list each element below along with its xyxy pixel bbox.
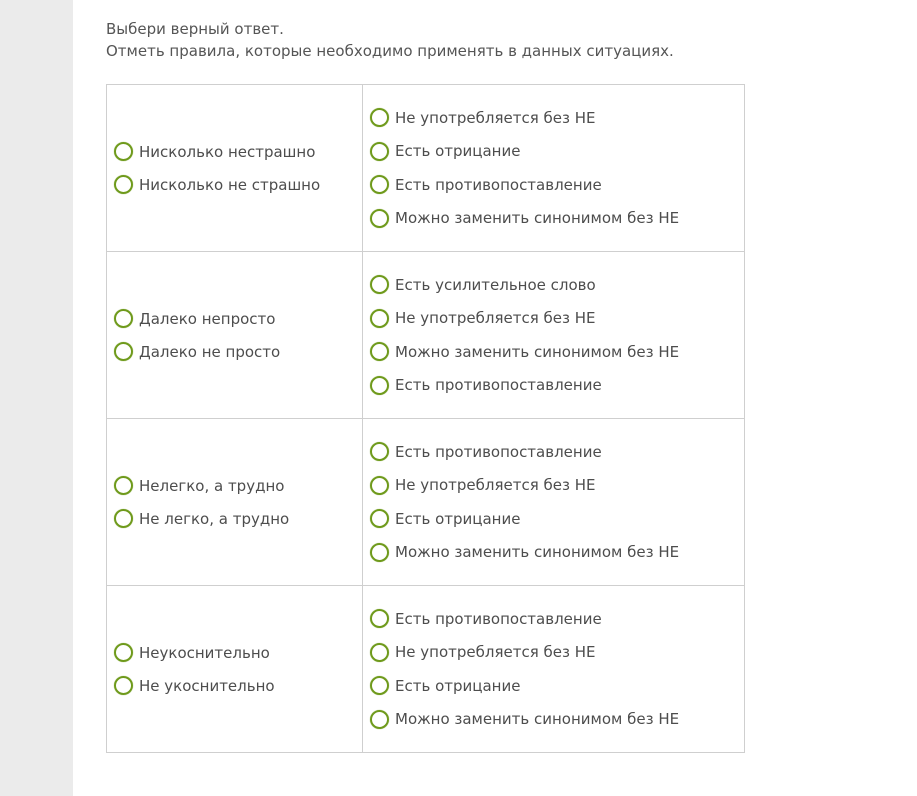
option-label: Есть противопоставление <box>395 609 602 628</box>
option-label: Не употребляется без НЕ <box>395 476 596 495</box>
phrase-option[interactable] <box>113 669 362 702</box>
option-label: Есть отрицание <box>395 676 521 695</box>
rule-option[interactable] <box>369 536 744 570</box>
phrase-option[interactable] <box>113 168 362 201</box>
option-label: Можно заменить синонимом без НЕ <box>395 710 680 729</box>
radio-button[interactable] <box>114 643 133 662</box>
radio-button[interactable] <box>370 643 389 662</box>
rule-option[interactable] <box>369 703 744 737</box>
radio-button[interactable] <box>114 676 133 695</box>
radio-button[interactable] <box>370 710 389 729</box>
phrase-option[interactable] <box>113 502 362 535</box>
rule-option[interactable] <box>369 369 744 403</box>
quiz-table <box>106 84 745 753</box>
rule-cell <box>363 252 745 419</box>
left-gutter <box>0 0 73 796</box>
option-label: Есть противопоставление <box>395 175 602 194</box>
rule-option[interactable] <box>369 168 744 202</box>
rule-option[interactable] <box>369 134 744 168</box>
instruction-line-1: Выбери верный ответ. <box>106 20 284 38</box>
rule-cell <box>363 586 745 753</box>
rule-option[interactable] <box>369 602 744 636</box>
quiz-row <box>107 85 745 252</box>
phrase-cell <box>107 586 363 753</box>
phrase-option[interactable] <box>113 135 362 168</box>
phrase-cell <box>107 85 363 252</box>
radio-button[interactable] <box>370 209 389 228</box>
option-label: Нисколько нестрашно <box>139 142 316 161</box>
rule-option[interactable] <box>369 301 744 335</box>
radio-button[interactable] <box>370 476 389 495</box>
option-label: Далеко непросто <box>139 309 276 328</box>
option-label: Далеко не просто <box>139 342 281 361</box>
radio-button[interactable] <box>370 442 389 461</box>
radio-button[interactable] <box>370 108 389 127</box>
quiz-row <box>107 586 745 753</box>
radio-button[interactable] <box>370 342 389 361</box>
phrase-cell <box>107 252 363 419</box>
rule-cell <box>363 419 745 586</box>
rule-option[interactable] <box>369 268 744 302</box>
option-label: Можно заменить синонимом без НЕ <box>395 209 680 228</box>
phrase-option[interactable] <box>113 302 362 335</box>
rule-option[interactable] <box>369 335 744 369</box>
radio-button[interactable] <box>370 543 389 562</box>
rule-option[interactable] <box>369 635 744 669</box>
option-label: Нисколько не страшно <box>139 175 321 194</box>
option-label: Неукоснительно <box>139 643 270 662</box>
option-label: Нелегко, а трудно <box>139 476 285 495</box>
option-label: Не укоснительно <box>139 676 275 695</box>
radio-button[interactable] <box>370 376 389 395</box>
radio-button[interactable] <box>114 509 133 528</box>
option-label: Не употребляется без НЕ <box>395 309 596 328</box>
radio-button[interactable] <box>114 309 133 328</box>
option-label: Есть усилительное слово <box>395 275 596 294</box>
radio-button[interactable] <box>114 342 133 361</box>
option-label: Не употребляется без НЕ <box>395 643 596 662</box>
radio-button[interactable] <box>370 175 389 194</box>
radio-button[interactable] <box>370 609 389 628</box>
option-label: Не употребляется без НЕ <box>395 108 596 127</box>
option-label: Можно заменить синонимом без НЕ <box>395 543 680 562</box>
rule-option[interactable] <box>369 101 744 135</box>
phrase-option[interactable] <box>113 335 362 368</box>
option-label: Есть отрицание <box>395 509 521 528</box>
radio-button[interactable] <box>370 142 389 161</box>
rule-option[interactable] <box>369 468 744 502</box>
option-label: Есть отрицание <box>395 142 521 161</box>
rule-option[interactable] <box>369 502 744 536</box>
radio-button[interactable] <box>370 275 389 294</box>
radio-button[interactable] <box>370 676 389 695</box>
option-label: Не легко, а трудно <box>139 509 290 528</box>
option-label: Есть противопоставление <box>395 442 602 461</box>
option-label: Есть противопоставление <box>395 376 602 395</box>
rule-option[interactable] <box>369 669 744 703</box>
radio-button[interactable] <box>114 476 133 495</box>
phrase-cell <box>107 419 363 586</box>
phrase-option[interactable] <box>113 636 362 669</box>
radio-button[interactable] <box>370 509 389 528</box>
rule-option[interactable] <box>369 435 744 469</box>
rule-cell <box>363 85 745 252</box>
quiz-row <box>107 252 745 419</box>
radio-button[interactable] <box>114 175 133 194</box>
quiz-row <box>107 419 745 586</box>
instructions <box>106 18 674 62</box>
instruction-line-2: Отметь правила, которые необходимо применять в данных ситуациях. <box>106 42 674 60</box>
rule-option[interactable] <box>369 202 744 236</box>
radio-button[interactable] <box>114 142 133 161</box>
option-label: Можно заменить синонимом без НЕ <box>395 342 680 361</box>
radio-button[interactable] <box>370 309 389 328</box>
phrase-option[interactable] <box>113 469 362 502</box>
